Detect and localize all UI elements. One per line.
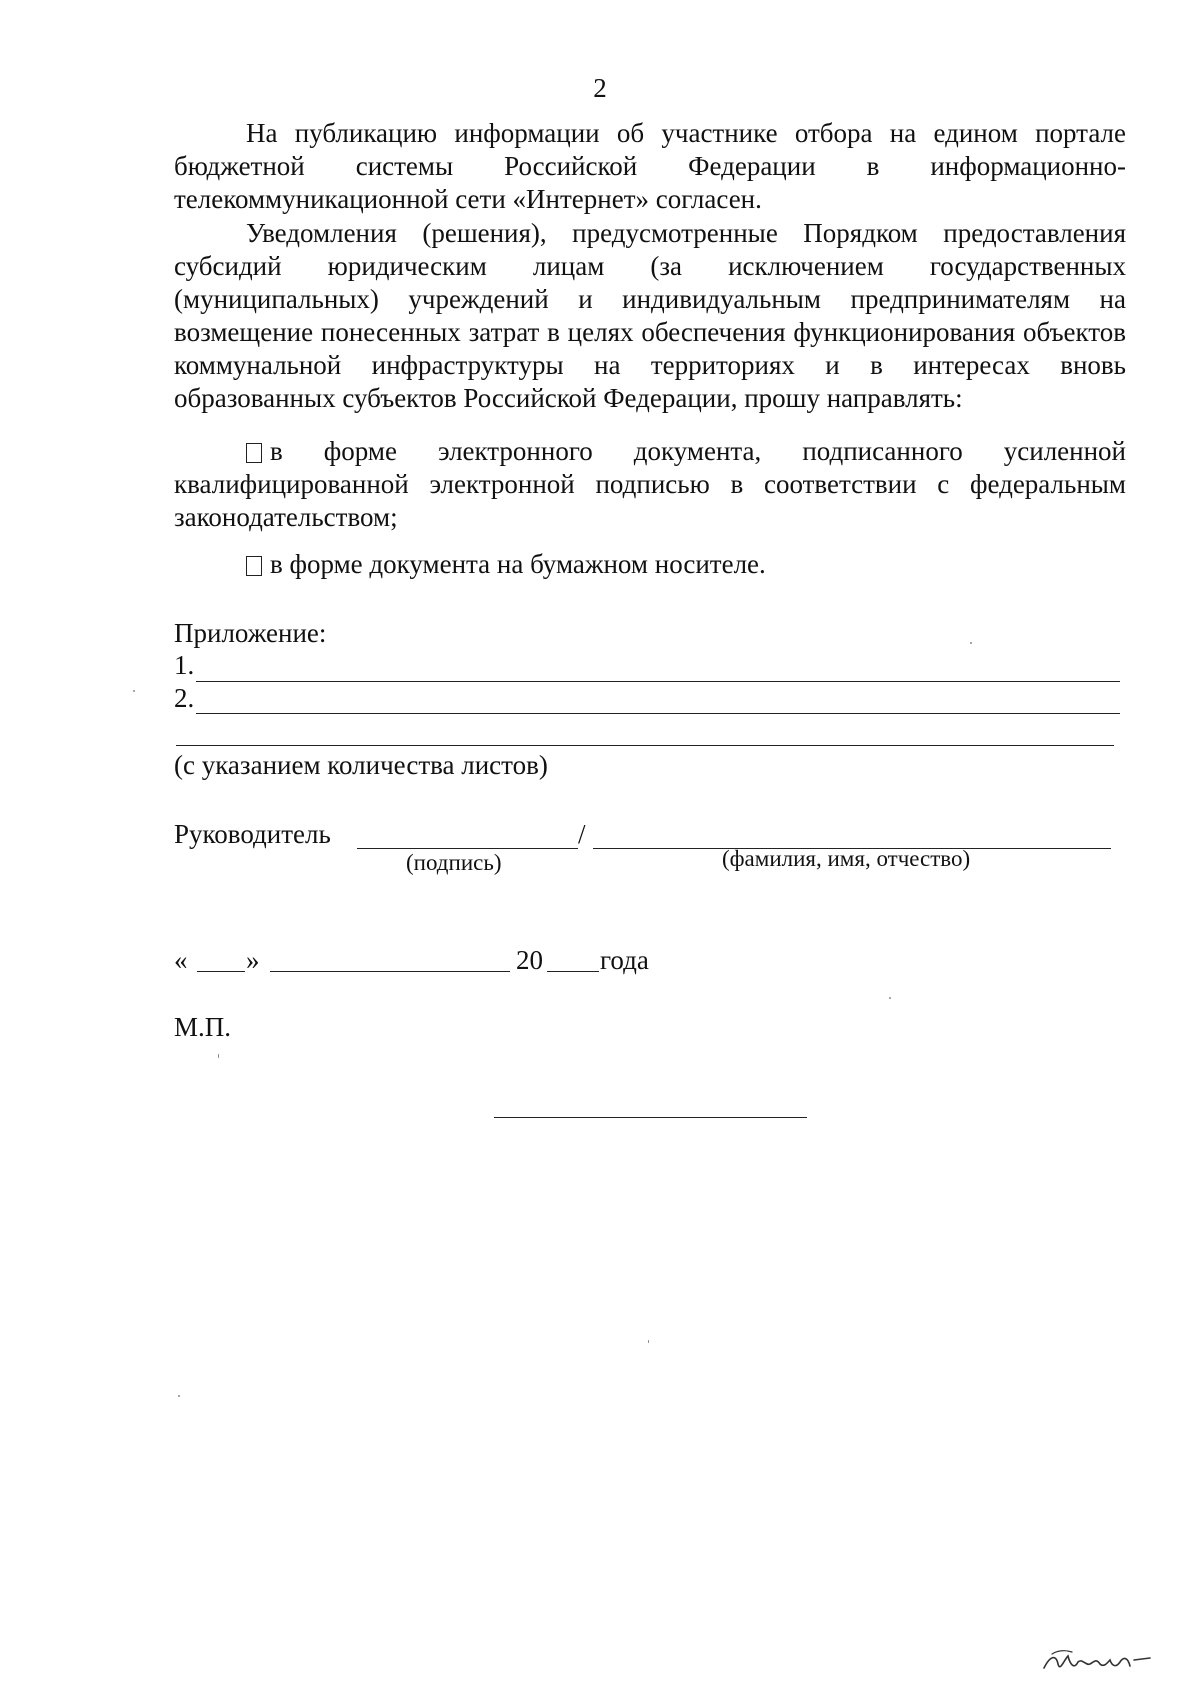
- attachment-note: (с указанием количества листов): [174, 750, 548, 780]
- checkbox-icon[interactable]: [246, 556, 262, 576]
- date-close-quote: »: [246, 945, 260, 975]
- signature-caption: (подпись): [406, 850, 502, 875]
- date-open-quote: «: [174, 945, 188, 975]
- stamp-label: М.П.: [174, 1012, 232, 1042]
- month-line[interactable]: [270, 971, 510, 972]
- scan-speck: [133, 690, 135, 692]
- checkbox-icon[interactable]: [246, 443, 262, 463]
- date-century: 20: [516, 945, 543, 975]
- day-line[interactable]: [197, 971, 245, 972]
- attachment-item-2-number: 2.: [174, 683, 195, 713]
- delivery-option-electronic[interactable]: [174, 435, 1126, 534]
- end-separator-line: [494, 1117, 807, 1118]
- body-text: [174, 117, 1126, 415]
- scan-speck: [218, 1054, 219, 1058]
- attachment-title: Приложение:: [174, 618, 327, 648]
- date-year-word: года: [600, 945, 649, 975]
- attachment-item-2-line[interactable]: [196, 713, 1120, 714]
- year-line[interactable]: [547, 971, 599, 972]
- full-name-caption: (фамилия, имя, отчество): [722, 846, 971, 871]
- scan-speck: [970, 642, 972, 644]
- publication-consent-paragraph: На публикацию информации об участнике отбора на едином портале бюджетной системы Российской Федерации в информационно-телекоммуникационной сети «Интернет» согласен.: [174, 118, 1126, 214]
- scan-speck: [178, 1395, 180, 1397]
- initials-scribble: [1038, 1640, 1158, 1680]
- signature-separator: /: [578, 819, 586, 849]
- scan-speck: [648, 1340, 649, 1343]
- attachment-extra-line[interactable]: [176, 745, 1114, 746]
- attachment-item-1-number: 1.: [174, 650, 195, 680]
- scan-speck: [889, 997, 891, 999]
- attachment-item-1-line[interactable]: [196, 681, 1120, 682]
- option-label-paper: в форме документа на бумажном носителе.: [270, 549, 766, 579]
- signature-role-label: Руководитель: [174, 819, 331, 849]
- delivery-option-paper[interactable]: [174, 548, 1126, 581]
- option-label-electronic: в форме электронного документа, подписанного усиленной квалифицированной электронной подписью в соответствии с федеральным законодательством;: [174, 436, 1126, 532]
- page-number: 2: [593, 73, 607, 103]
- notifications-intro-paragraph: Уведомления (решения), предусмотренные Порядком предоставления субсидий юридическим лицам (за исключением государственных (муниципальных) учреждений и индивидуальным предпринимателям на возмещение понесенных затрат в целях обеспечения функционирования объектов коммунальной инфраструктуры на территориях и в интересах вновь образованных субъектов Российской Федерации, прошу направлять:: [174, 218, 1126, 413]
